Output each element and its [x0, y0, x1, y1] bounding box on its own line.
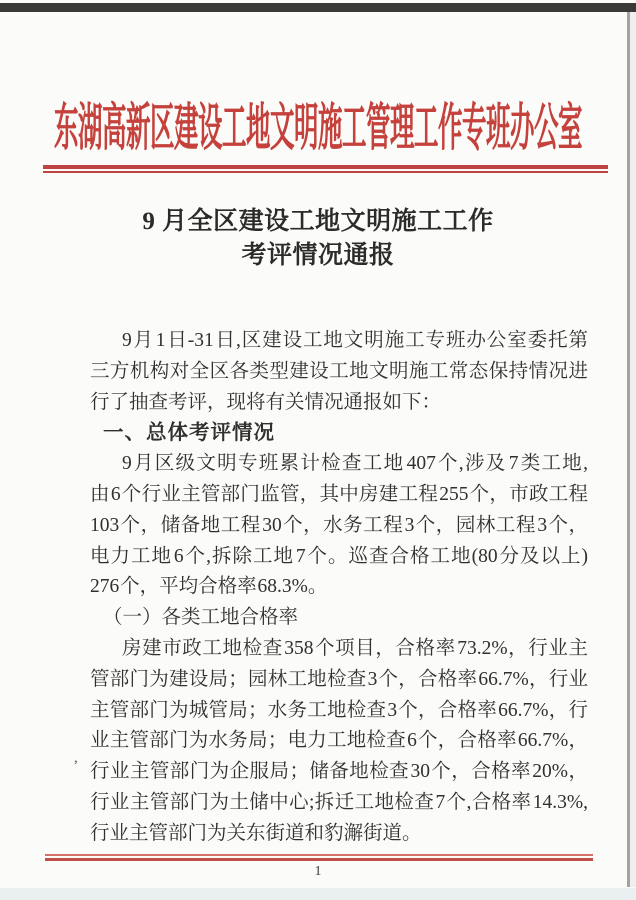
body-line: 103 个，储备地工程 30 个，水务工程 3 个，园林工程 3 个， — [90, 514, 588, 536]
document-title — [0, 205, 636, 272]
letterhead-office-name: 东湖高新区建设工地文明施工管理工作专班办公室 — [54, 101, 582, 158]
body-line: 9 月区级文明专班累计检查工地 407 个,涉及 7 类工地, — [122, 453, 588, 475]
body-line: 行业主管部门为关东街道和豹澥街道。 — [90, 822, 422, 844]
body-line: 房建市政工地检查 358 个项目，合格率 73.2%，行业主 — [122, 637, 588, 659]
body-line: 行业主管部门为企服局；储备地检查 30 个，合格率 20%， — [90, 761, 588, 783]
body-line: 电力工地 6 个,拆除工地 7 个。巡查合格工地(80 分及以上) — [90, 545, 588, 567]
letterhead — [0, 101, 636, 158]
body-line: 9 月 1 日-31 日,区建设工地文明施工专班办公室委托第 — [122, 330, 588, 351]
body-line: 行了抽查考评，现将有关情况通报如下： — [90, 391, 442, 413]
letterhead-double-rule — [43, 165, 608, 173]
document-title-line1: 9 月全区建设工地文明施工工作 — [142, 208, 494, 235]
body-line: 行业主管部门为土储中心;拆迁工地检查 7 个,合格率 14.3%, — [90, 791, 588, 813]
document-title-line2: 考评情况通报 — [241, 241, 395, 269]
body-line: 由 6 个行业主管部门监管，其中房建工程 255 个，市政工程 — [90, 483, 588, 505]
document-body — [90, 326, 588, 850]
body-line: 276 个，平均合格率 68.3%。 — [90, 576, 328, 598]
subsection-heading: （一）各类工地合格率 — [103, 607, 299, 629]
page-bottom-edge — [0, 888, 636, 900]
footer-double-rule — [45, 854, 593, 861]
scan-top-edge — [0, 3, 636, 12]
section-heading: 一、总体考评情况 — [103, 422, 275, 445]
scan-artifact-comma: , — [74, 750, 78, 766]
body-line: 管部门为建设局；园林工地检查 3 个，合格率 66.7%，行业 — [90, 668, 588, 690]
body-line: 三方机构对全区各类型建设工地文明施工常态保持情况进 — [90, 360, 588, 382]
page-number: 1 — [314, 864, 322, 879]
body-line: 主管部门为城管局；水务工地检查 3 个，合格率 66.7%，行 — [90, 699, 588, 721]
body-line: 业主管部门为水务局；电力工地检查 6 个，合格率 66.7%， — [90, 730, 588, 752]
